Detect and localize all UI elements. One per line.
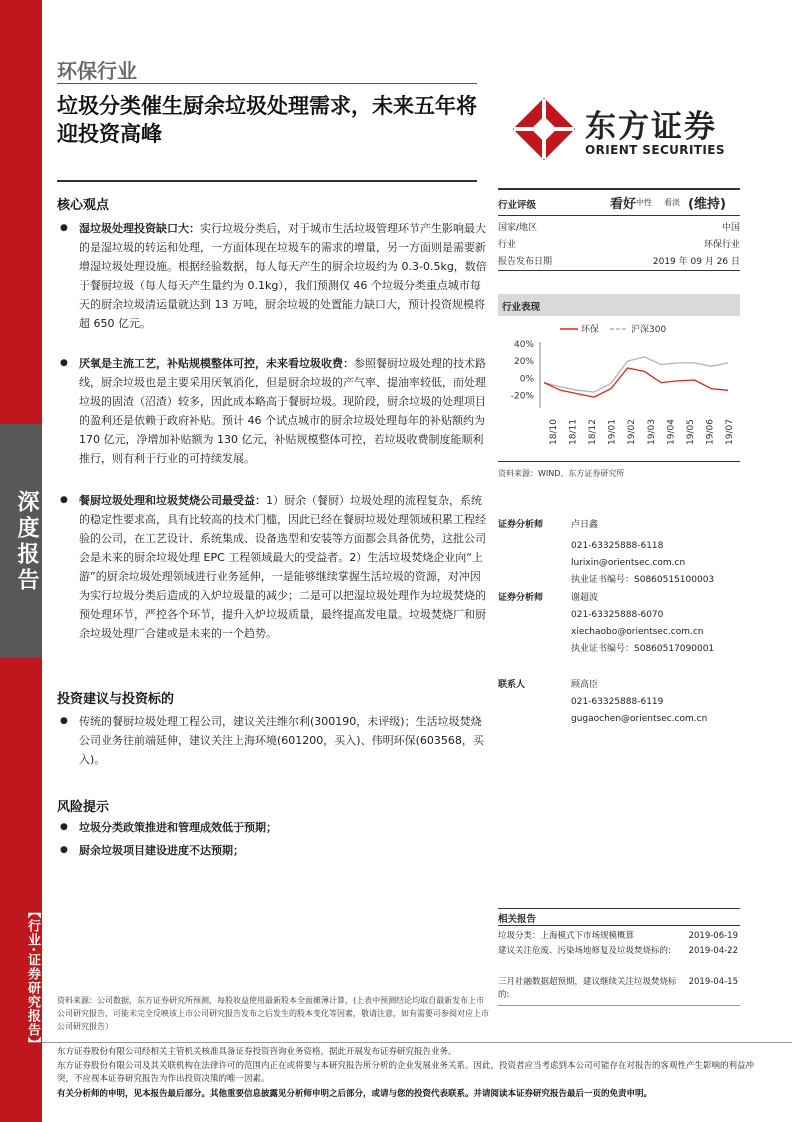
chart-title: 行业表现 bbox=[502, 302, 541, 313]
footer-disclaimer: 有关分析师的申明，见本报告最后部分。其他重要信息披露见分析师申明之后部分，或请与您的投资代表联系。并请阅读本证券研究报告最后一页的免责申明。 bbox=[57, 1089, 653, 1099]
logo-text-cn: 东方证券 bbox=[585, 109, 717, 145]
core-point-lead: 餐厨垃圾处理和垃圾焚烧公司最受益： bbox=[79, 494, 266, 507]
invest-point bbox=[57, 712, 487, 769]
analyst-phone: 021-63325888-6118 bbox=[571, 541, 664, 551]
related-report[interactable]: 三月社融数据超预期，建议继续关注垃圾焚烧标的: 2019-04-15 bbox=[498, 977, 738, 1000]
rating-bad: 看淡 bbox=[664, 198, 680, 207]
bullet-icon: ● bbox=[60, 822, 68, 832]
analyst-email[interactable]: lurixin@orientsec.com.cn bbox=[571, 558, 686, 568]
x-tick-label: 19/02 bbox=[627, 419, 638, 445]
legend-label: 沪深300 bbox=[631, 325, 667, 335]
divider bbox=[498, 925, 740, 926]
core-point-lead: 湿垃圾处理投资缺口大： bbox=[79, 222, 200, 235]
bullet-icon: ● bbox=[60, 223, 68, 233]
divider bbox=[42, 1042, 792, 1043]
core-point-lead: 厌氧是主流工艺，补贴规模整体可控，未来看垃圾收费： bbox=[79, 357, 354, 370]
contact-name: 顾高臣 bbox=[571, 680, 599, 690]
related-report[interactable]: 垃圾分类：上海模式下市场规模概算 2019-06-19 bbox=[498, 931, 738, 941]
core-point bbox=[57, 354, 487, 468]
risk-item: ● 垃圾分类政策推进和管理成效低于预期； bbox=[57, 818, 487, 837]
core-point-text: 实行垃圾分类后，对于城市生活垃圾管理环节产生影响最大的是湿垃圾的转运和处理，一方面体现在垃圾车的需求的增量，另一方面则是需要新增湿垃圾处理设施。根据经验数据，每人每天产生的厨余垃圾约为 0.3-0.5kg，数倍于餐厨垃圾（每人每天产生量约为 0.1kg），我们预测仅 46 个垃圾分类重点城市每天的厨余垃圾清运量就达到 13 万吨，厨余垃圾的处置能力缺口大，预计投资规模将超 650 亿元。 bbox=[79, 222, 487, 330]
analyst-name: 卢日鑫 bbox=[571, 520, 599, 530]
core-point-text: 参照餐厨垃圾处理的技术路线，厨余垃圾也是主要采用厌氧消化，但是厨余垃圾的产气率、提油率较低，而处理垃圾的固渣（沼渣）较多，因此成本略高于餐厨垃圾。现阶段，厨余垃圾的处理项目的盈利还是依赖于政府补贴。预计 46 个试点城市的厨余垃圾处理每年的补贴额约为 170 亿元，净增加补贴额为 130 亿元，补贴规模整体可控，若垃圾收费制度能顺利推行，则有利于行业的可持续发展。 bbox=[79, 357, 486, 465]
info-industry: 行业 环保行业 bbox=[498, 240, 740, 250]
logo-text-en: ORIENT SECURITIES bbox=[585, 143, 725, 157]
data-source-note: 资料来源：公司数据，东方证券研究所预测，每股收益使用最新股本全面摊薄计算，(上表中预测结论均取自最新发布上市公司研究报告，可能未完全反映该上市公司研究报告发布之后发生的股本变化等因素，敬请注意，如有需要可参阅对应上市公司研究报告） bbox=[57, 996, 489, 1031]
chart-source: 资料来源：WIND、东方证券研究所 bbox=[498, 469, 625, 478]
core-view-heading: 核心观点 bbox=[57, 198, 110, 213]
footer-qualification: 东方证券股份有限公司经相关主管机关核准具备证券投资咨询业务资格，据此开展发布证券研究报告业务。 bbox=[57, 1047, 457, 1057]
risk-item: ● 厨余垃圾项目建设进度不达预期； bbox=[57, 841, 487, 860]
analyst-cert: 执业证书编号：S0860515100003 bbox=[571, 575, 715, 585]
industry-rating bbox=[498, 193, 740, 211]
page-title: 垃圾分类催生厨余垃圾处理需求，未来五年将迎投资高峰 bbox=[57, 94, 477, 146]
divider bbox=[498, 908, 740, 909]
x-tick-label: 18/12 bbox=[588, 419, 599, 445]
analyst-label: 证券分析师 bbox=[498, 593, 544, 603]
info-country: 国家/地区 中国 bbox=[498, 223, 740, 233]
side-bar-bottom bbox=[0, 658, 42, 1122]
x-tick-label: 19/06 bbox=[705, 419, 716, 445]
footer-conflict: 东方证券股份有限公司及其关联机构在法律许可的范围内正在或将要与本研究报告所分析的企业发展业务关系。因此，投资者应当考虑到本公司可能存在对报告的客观性产生影响的利益冲突，不应视本证券研究报告为作出投资决策的唯一因素。 bbox=[57, 1061, 755, 1084]
x-tick-label: 19/05 bbox=[685, 419, 696, 445]
y-tick-label: 40% bbox=[513, 340, 534, 350]
related-report[interactable]: 建议关注危废、污染场地修复及垃圾焚烧标的: 2019-04-22 bbox=[498, 946, 738, 956]
contact-label: 联系人 bbox=[498, 680, 526, 690]
divider bbox=[57, 180, 477, 182]
divider bbox=[498, 188, 740, 190]
core-point bbox=[57, 219, 487, 333]
risk-heading: 风险提示 bbox=[57, 800, 110, 815]
contact-email[interactable]: gugaochen@orientsec.com.cn bbox=[571, 714, 708, 724]
analyst-cert: 执业证书编号：S0860517090001 bbox=[571, 644, 715, 654]
report-type-label: 深度报告 bbox=[14, 490, 39, 594]
side-bar-top bbox=[0, 0, 42, 424]
divider bbox=[498, 1005, 740, 1006]
rating-maintain: (维持) bbox=[688, 197, 726, 212]
divider bbox=[57, 83, 477, 84]
related-reports-heading: 相关报告 bbox=[498, 914, 537, 925]
core-point bbox=[57, 491, 487, 643]
contact-phone: 021-63325888-6119 bbox=[571, 697, 664, 707]
x-tick-label: 19/04 bbox=[666, 419, 677, 445]
divider bbox=[498, 461, 740, 462]
x-tick-label: 19/01 bbox=[607, 419, 618, 445]
industry-label: 环保行业 bbox=[57, 59, 137, 83]
analyst-phone: 021-63325888-6070 bbox=[571, 610, 664, 620]
divider bbox=[498, 270, 740, 271]
series-line-沪深300 bbox=[544, 357, 728, 392]
series-line-环保 bbox=[544, 368, 728, 397]
legend-label: 环保 bbox=[581, 325, 600, 335]
rating-good: 看好 bbox=[610, 197, 637, 212]
invest-text: 传统的餐厨垃圾处理工程公司，建议关注维尔利(300190，未评级)；生活垃圾焚烧公司业务往前端延伸，建议关注上海环境(601200，买入)、伟明环保(603568，买入)。 bbox=[79, 715, 484, 766]
bullet-icon: ● bbox=[60, 845, 68, 855]
y-tick-label: 0% bbox=[519, 374, 534, 385]
x-tick-label: 18/10 bbox=[549, 419, 559, 445]
x-tick-label: 19/03 bbox=[646, 419, 657, 445]
rating-neutral: 中性 bbox=[636, 198, 652, 207]
analyst-email[interactable]: xiechaobo@orientsec.com.cn bbox=[571, 627, 704, 637]
industry-performance-chart bbox=[498, 318, 740, 458]
report-category-label: 【行业·证券研究报告】 bbox=[25, 905, 40, 1051]
x-tick-label: 19/07 bbox=[725, 419, 735, 445]
info-date: 报告发布日期 2019 年 09 月 26 日 bbox=[498, 257, 740, 267]
analyst-name: 谢超波 bbox=[571, 593, 599, 603]
bullet-icon: ● bbox=[60, 495, 68, 505]
analyst-label: 证券分析师 bbox=[498, 520, 544, 530]
y-tick-label: 20% bbox=[513, 357, 534, 368]
invest-heading: 投资建议与投资标的 bbox=[57, 692, 175, 707]
x-tick-label: 18/11 bbox=[568, 419, 579, 445]
bullet-icon: ● bbox=[60, 716, 68, 726]
bullet-icon: ● bbox=[60, 358, 68, 368]
y-tick-label: -20% bbox=[510, 391, 534, 402]
rating-label: 行业评级 bbox=[498, 200, 537, 211]
divider bbox=[498, 215, 740, 216]
core-point-text: 1）厨余（餐厨）垃圾处理的流程复杂，系统的稳定性要求高，具有比较高的技术门槛，因此已经在餐厨垃圾处理领域积累工程经验的公司，在工艺设计、系统集成、设备选型和安装等方面都会具备优势，这批公司会是未来的厨余垃圾处理 EPC 工程领域最大的受益者。2）生活垃圾焚烧企业向“上游”的厨余垃圾处理领域进行业务延伸，一是能够继续掌握生活垃圾的资源，对冲因为实行垃圾分类后造成的入炉垃圾量的减少；二是可以把湿垃圾处理作为垃圾焚烧的预处理环节，严控各个环节，提升入炉垃圾质量，最终提高发电量。垃圾焚烧厂和厨余垃圾处理厂合建或是未来的一个趋势。 bbox=[79, 494, 486, 640]
